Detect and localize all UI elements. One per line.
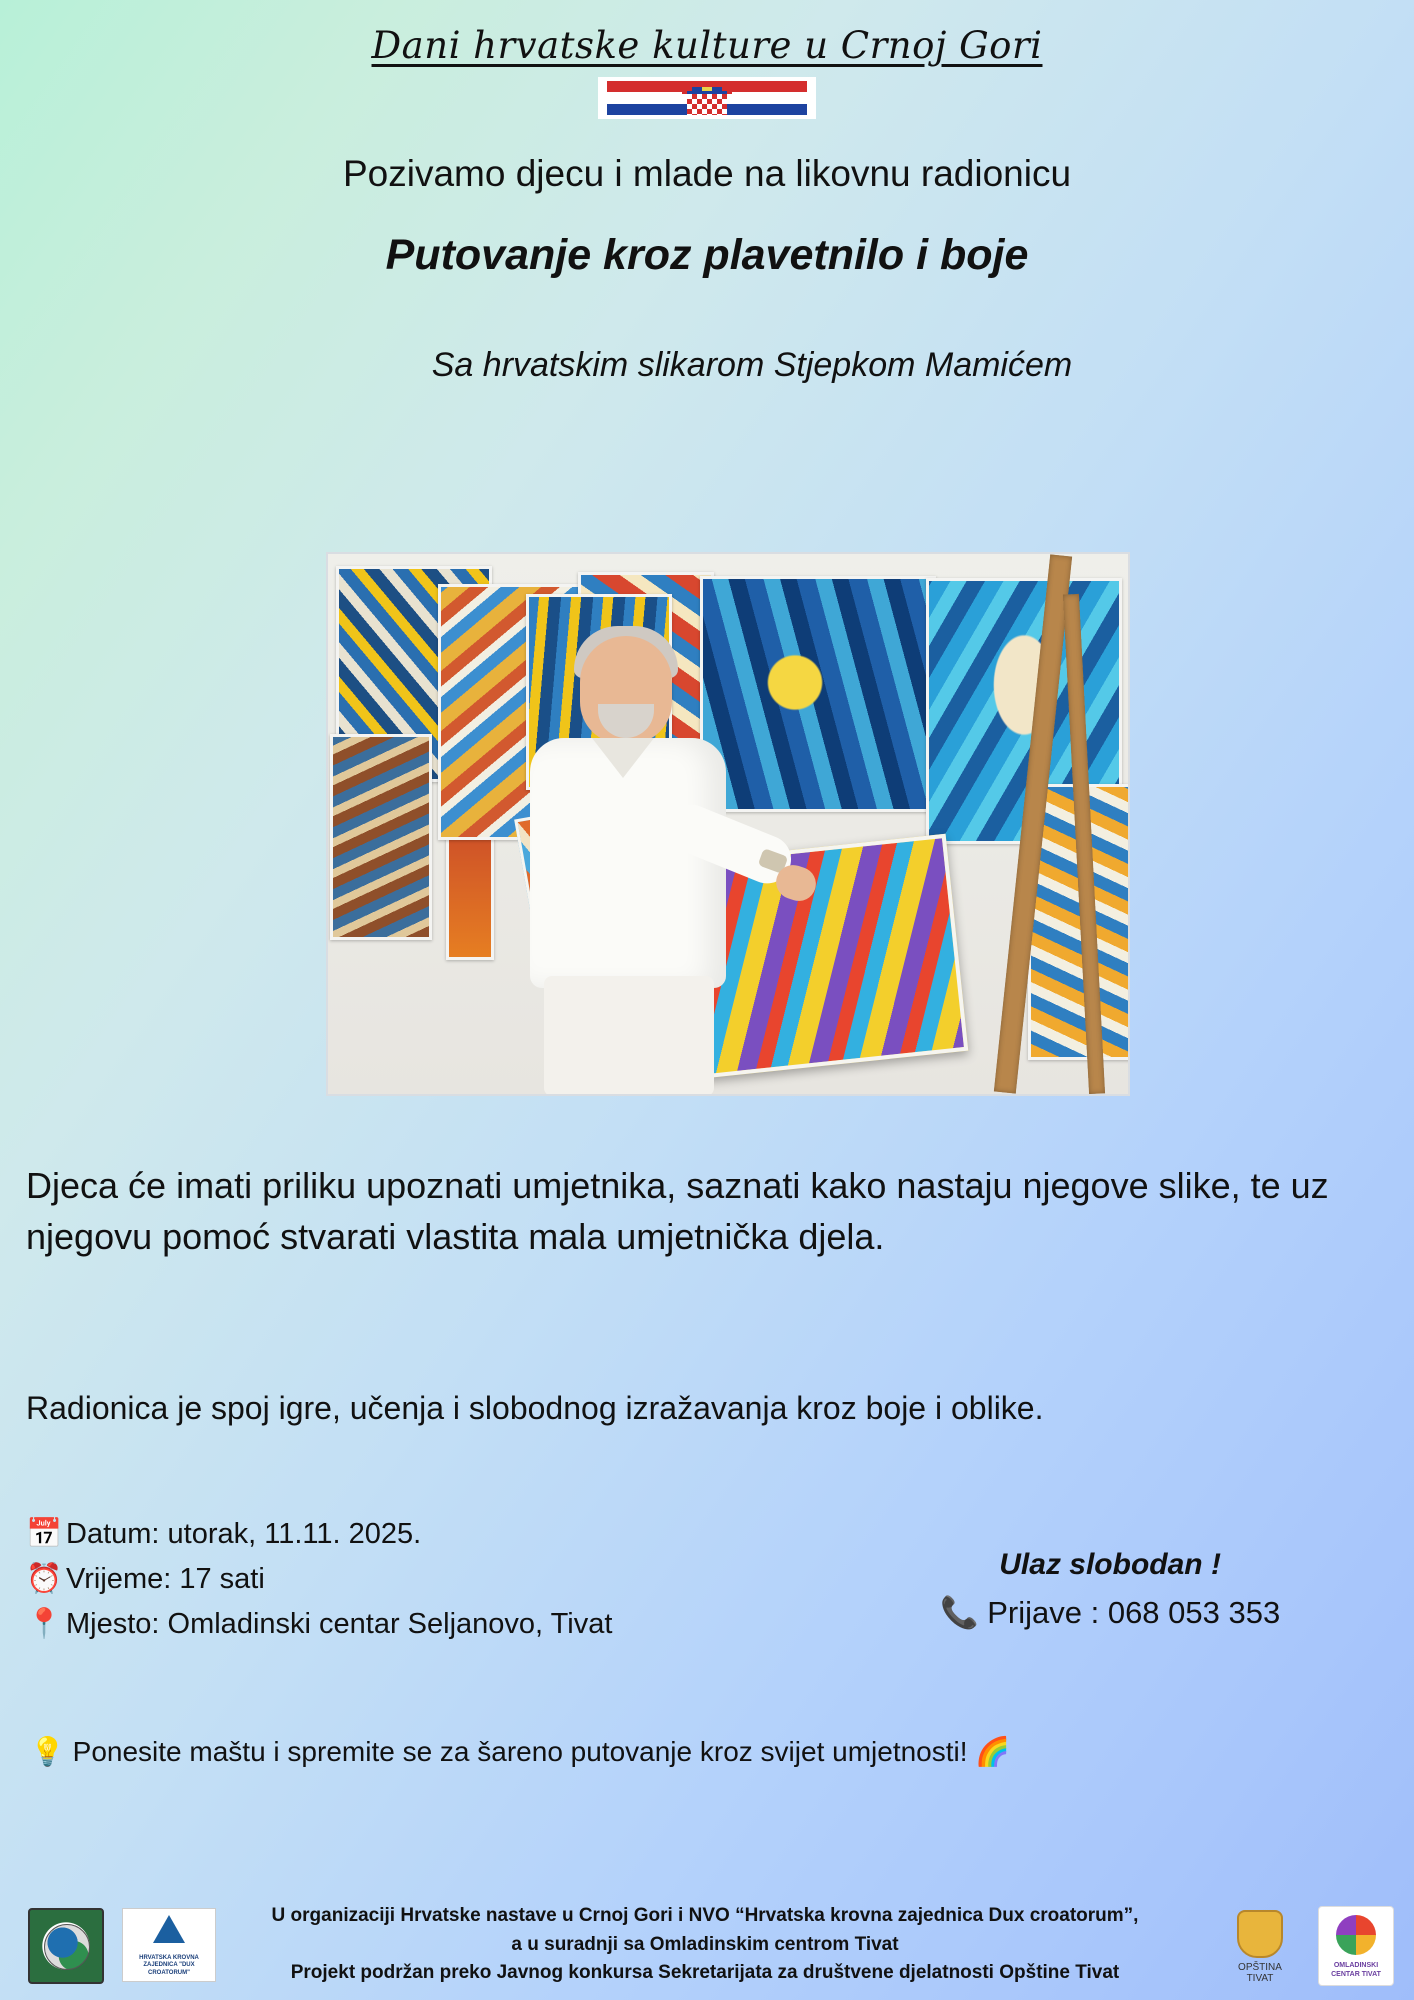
easel-leg-2: [1063, 594, 1105, 1094]
footer-text: [190, 1902, 1220, 1988]
logo-dux-triangle-icon: [153, 1915, 185, 1943]
location-pin-icon: 📍: [26, 1607, 63, 1640]
easel: [958, 554, 1108, 1094]
logo-dux-caption: HRVATSKA KROVNA ZAJEDNICA "DUX CROATORUM": [139, 1954, 199, 1976]
rainbow-icon: 🌈: [975, 1736, 1011, 1767]
invite-line: Pozivamo djecu i mlade na likovnu radionicu: [342, 153, 1072, 194]
logo-opstina-tivat: [1228, 1910, 1292, 1984]
paragraph-main: Djeca će imati priliku upoznati umjetnika, saznati kako nastaju njegove slike, te uz njegovu pomoć stvarati vlastita mala umjetnička djela.: [26, 1165, 1329, 1258]
free-entry-label: Ulaz slobodan !: [999, 1548, 1221, 1581]
artist-pants: [544, 976, 714, 1096]
phone-icon: 📞: [940, 1595, 979, 1630]
event-photo: [326, 552, 1130, 1096]
logo-omladinski-caption: OMLADINSKI CENTAR TIVAT: [1331, 1962, 1381, 1978]
photo-scene: [328, 554, 1128, 1094]
paragraph-second: Radionica je spoj igre, učenja i slobodnog izražavanja kroz boje i oblike.: [26, 1390, 1044, 1426]
closing-text: Ponesite maštu i spremite se za šareno putovanje kroz svijet umjetnosti!: [72, 1736, 968, 1767]
closing-line: [30, 1735, 1390, 1768]
croatian-flag: [598, 77, 816, 119]
registration-block: [940, 1548, 1280, 1631]
phone-text[interactable]: Prijave : 068 053 353: [987, 1595, 1281, 1630]
detail-time: [26, 1557, 612, 1602]
artist-line: Sa hrvatskim slikarom Stjepkom Mamićem: [431, 346, 1073, 384]
phone-row[interactable]: [940, 1594, 1280, 1631]
easel-leg-1: [994, 554, 1072, 1093]
calendar-icon: 📅: [26, 1518, 63, 1550]
logo-hrvatska-nastava: [28, 1908, 104, 1984]
footer-line-3: Projekt podržan preko Javnog konkursa Sekretarijata za društvene djelatnosti Opštine Tivat: [290, 1962, 1120, 1983]
logo-opstina-crest-icon: [1237, 1910, 1283, 1958]
workshop-title: Putovanje kroz plavetnilo i boje: [385, 231, 1029, 279]
flag-checkerboard-icon: [687, 91, 727, 115]
detail-place: [26, 1602, 612, 1647]
artist-figure: [514, 620, 764, 1094]
clock-icon: ⏰: [26, 1562, 63, 1595]
lightbulb-icon: 💡: [30, 1736, 65, 1767]
detail-place-text: Mjesto: Omladinski centar Seljanovo, Tivat: [66, 1607, 613, 1640]
logo-omladinski-centar: [1318, 1906, 1394, 1986]
footer-line-1: U organizaciji Hrvatske nastave u Crnoj Gori i NVO “Hrvatska krovna zajednica Dux croatorum”,: [271, 1905, 1139, 1926]
detail-time-text: Vrijeme: 17 sati: [66, 1562, 265, 1595]
event-details: [26, 1512, 612, 1647]
footer-line-2: a u suradnji sa Omladinskim centrom Tivat: [511, 1933, 899, 1955]
artist-shirt: [530, 738, 726, 988]
footer: [0, 1880, 1414, 2000]
detail-date-text: Datum: utorak, 11.11. 2025.: [66, 1518, 422, 1550]
logo-omladinski-badge-icon: [1336, 1915, 1376, 1955]
page-title: Dani hrvatske kulture u Crnoj Gori: [371, 24, 1043, 67]
logo-opstina-caption: OPŠTINA TIVAT: [1238, 1962, 1282, 1984]
croatian-flag-icon: [607, 81, 807, 115]
painting-8: [330, 734, 432, 940]
detail-date: [26, 1512, 612, 1557]
